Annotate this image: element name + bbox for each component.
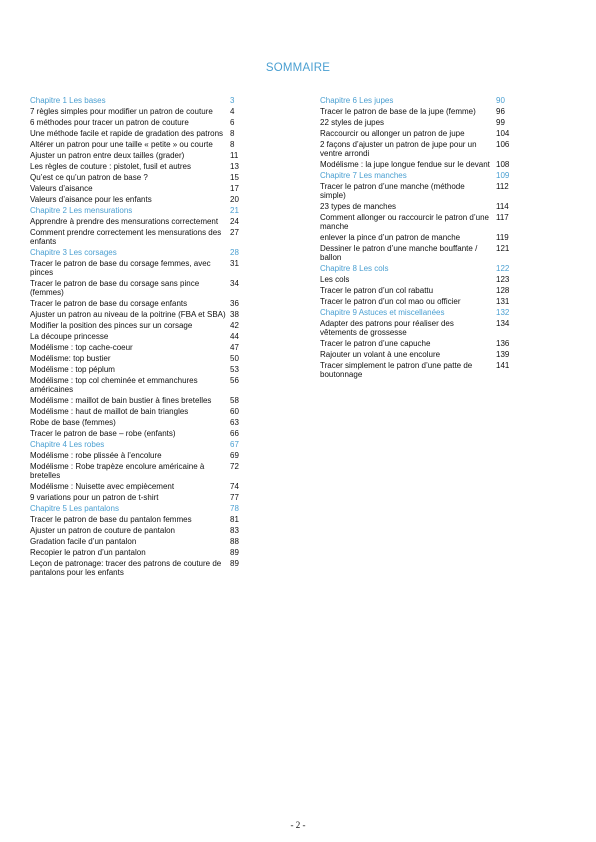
page-ref: 53 xyxy=(230,365,239,374)
toc-right-column xyxy=(320,94,516,381)
toc-entry[interactable] xyxy=(320,182,516,200)
entry-title: Altérer un patron pour une taille « petite » ou courte xyxy=(30,140,213,149)
page-ref: 83 xyxy=(230,526,239,535)
entry-title: Leçon de patronage: tracer des patrons de couture de pantalons pour les enfants xyxy=(30,559,222,577)
entry-title: Tracer le patron d’un col rabattu xyxy=(320,286,434,295)
entry-title: Tracer le patron de base – robe (enfants) xyxy=(30,429,176,438)
entry-title: La découpe princesse xyxy=(30,332,109,341)
toc-entry[interactable] xyxy=(320,319,516,337)
chapter-title: Chapitre 8 Les cols xyxy=(320,264,389,273)
entry-title: Tracer le patron de base du corsage sans pince (femmes) xyxy=(30,279,200,297)
page-ref: 131 xyxy=(496,297,510,306)
page-ref: 122 xyxy=(496,264,510,273)
toc-entry[interactable] xyxy=(30,396,248,405)
entry-title: Modélisme : top col cheminée et emmanchures américaines xyxy=(30,376,198,394)
entry-title: 2 façons d’ajuster un patron de jupe pour un ventre arrondi xyxy=(320,140,477,158)
toc-entry[interactable] xyxy=(30,548,248,557)
toc-chapter-heading[interactable] xyxy=(320,171,516,180)
entry-title: 7 règles simples pour modifier un patron de couture xyxy=(30,107,213,116)
toc-entry[interactable] xyxy=(30,279,248,297)
toc-entry[interactable] xyxy=(30,526,248,535)
page-ref: 11 xyxy=(230,151,239,160)
toc-entry[interactable] xyxy=(30,118,248,127)
toc-entry[interactable] xyxy=(320,350,516,359)
page-ref: 44 xyxy=(230,332,239,341)
toc-chapter-heading[interactable] xyxy=(320,264,516,273)
page-ref: 128 xyxy=(496,286,510,295)
toc-entry[interactable] xyxy=(320,286,516,295)
page-ref: 34 xyxy=(230,279,239,288)
entry-title: Valeurs d’aisance pour les enfants xyxy=(30,195,152,204)
toc-entry[interactable] xyxy=(320,202,516,211)
chapter-title: Chapitre 2 Les mensurations xyxy=(30,206,133,215)
toc-entry[interactable] xyxy=(30,310,248,319)
chapter-title: Chapitre 3 Les corsages xyxy=(30,248,117,257)
page-ref: 58 xyxy=(230,396,239,405)
entry-title: Les règles de couture : pistolet, fusil et autres xyxy=(30,162,191,171)
entry-title: Tracer le patron de base du pantalon femmes xyxy=(30,515,192,524)
toc-entry[interactable] xyxy=(320,244,516,262)
page-ref: 13 xyxy=(230,162,239,171)
entry-title: 23 types de manches xyxy=(320,202,397,211)
entry-title: Tracer simplement le patron d’une patte de boutonnage xyxy=(320,361,473,379)
page-ref: 106 xyxy=(496,140,510,149)
entry-title: Tracer le patron de base du corsage enfants xyxy=(30,299,188,308)
entry-title: Modélisme: top bustier xyxy=(30,354,111,363)
page-ref: 38 xyxy=(230,310,239,319)
toc-chapter-heading[interactable] xyxy=(30,206,248,215)
entry-title: Modélisme : top cache-coeur xyxy=(30,343,133,352)
toc-entry[interactable] xyxy=(30,493,248,502)
page-ref: 88 xyxy=(230,537,239,546)
toc-entry[interactable] xyxy=(30,354,248,363)
entry-title: Tracer le patron de base de la jupe (femme) xyxy=(320,107,476,116)
toc-entry[interactable] xyxy=(30,429,248,438)
entry-title: Ajuster un patron de couture de pantalon xyxy=(30,526,175,535)
toc-entry[interactable] xyxy=(320,129,516,138)
page-ref: 17 xyxy=(230,184,239,193)
toc-chapter-heading[interactable] xyxy=(30,504,248,513)
page-ref: 72 xyxy=(230,462,239,471)
page-ref: 96 xyxy=(496,107,505,116)
chapter-title: Chapitre 1 Les bases xyxy=(30,96,106,105)
page-ref: 24 xyxy=(230,217,239,226)
toc-entry[interactable] xyxy=(30,162,248,171)
page-ref: 132 xyxy=(496,308,510,317)
toc-entry[interactable] xyxy=(30,559,248,577)
page-title: SOMMAIRE xyxy=(265,62,331,74)
entry-title: Ajuster un patron au niveau de la poitrine (FBA et SBA) xyxy=(30,310,226,319)
toc-entry[interactable] xyxy=(30,376,248,394)
page-ref: 121 xyxy=(496,244,510,253)
page-ref: 56 xyxy=(230,376,239,385)
toc-entry[interactable] xyxy=(30,259,248,277)
page-ref: 47 xyxy=(230,343,239,352)
page-ref: 89 xyxy=(230,548,239,557)
page-ref: 136 xyxy=(496,339,510,348)
toc-chapter-heading[interactable] xyxy=(320,96,516,105)
toc-entry[interactable] xyxy=(30,299,248,308)
page-ref: 141 xyxy=(496,361,510,370)
entry-title: Valeurs d’aisance xyxy=(30,184,93,193)
entry-title: Modélisme : Nuisette avec empiècement xyxy=(30,482,175,491)
page-ref: 50 xyxy=(230,354,239,363)
page-ref: 63 xyxy=(230,418,239,427)
toc-entry[interactable] xyxy=(30,129,248,138)
page-ref: 31 xyxy=(230,259,239,268)
page-ref: 6 xyxy=(230,118,235,127)
entry-title: Une méthode facile et rapide de gradation des patrons xyxy=(30,129,224,138)
toc-entry[interactable] xyxy=(320,233,516,242)
toc-chapter-heading[interactable] xyxy=(30,248,248,257)
entry-title: Recopier le patron d’un pantalon xyxy=(30,548,146,557)
page-ref: 108 xyxy=(496,160,510,169)
page-ref: 67 xyxy=(230,440,239,449)
toc-entry[interactable] xyxy=(30,462,248,480)
toc-entry[interactable] xyxy=(30,228,248,246)
chapter-title: Chapitre 9 Astuces et miscellanées xyxy=(320,308,445,317)
toc-entry[interactable] xyxy=(30,107,248,116)
page-ref: 114 xyxy=(496,202,509,211)
entry-title: Qu’est ce qu’un patron de base ? xyxy=(30,173,148,182)
entry-title: Modifier la position des pinces sur un corsage xyxy=(30,321,193,330)
entry-title: Dessiner le patron d’une manche bouffante / ballon xyxy=(320,244,478,262)
page-ref: 104 xyxy=(496,129,510,138)
page-ref: 109 xyxy=(496,171,510,180)
toc-entry[interactable] xyxy=(30,217,248,226)
page-ref: 28 xyxy=(230,248,239,257)
entry-title: 6 méthodes pour tracer un patron de couture xyxy=(30,118,189,127)
chapter-title: Chapitre 4 Les robes xyxy=(30,440,105,449)
entry-title: Tracer le patron d’un col mao ou officier xyxy=(320,297,461,306)
page-ref: 89 xyxy=(230,559,239,568)
page-ref: 4 xyxy=(230,107,235,116)
toc-chapter-heading[interactable] xyxy=(30,440,248,449)
page-ref: 27 xyxy=(230,228,239,237)
entry-title: Modélisme : maillot de bain bustier à fines bretelles xyxy=(30,396,212,405)
toc-entry[interactable] xyxy=(30,407,248,416)
toc-left-column xyxy=(30,94,248,579)
page-ref: 66 xyxy=(230,429,239,438)
entry-title: Tracer le patron d’une manche (méthode simple) xyxy=(320,182,465,200)
toc-entry[interactable] xyxy=(320,160,516,169)
toc-entry[interactable] xyxy=(320,118,516,127)
toc-entry[interactable] xyxy=(30,451,248,460)
page-ref: 74 xyxy=(230,482,239,491)
toc-chapter-heading[interactable] xyxy=(320,308,516,317)
toc-entry[interactable] xyxy=(30,151,248,160)
page-ref: 112 xyxy=(496,182,509,191)
entry-title: Tracer le patron de base du corsage femmes, avec pinces xyxy=(30,259,211,277)
chapter-title: Chapitre 5 Les pantalons xyxy=(30,504,119,513)
entry-title: Comment prendre correctement les mensurations des enfants xyxy=(30,228,222,246)
toc-entry[interactable] xyxy=(30,365,248,374)
page-ref: 3 xyxy=(230,96,235,105)
entry-title: Modélisme : top péplum xyxy=(30,365,115,374)
entry-title: Modélisme : haut de maillot de bain triangles xyxy=(30,407,189,416)
toc-entry[interactable] xyxy=(320,107,516,116)
toc-entry[interactable] xyxy=(30,418,248,427)
toc-chapter-heading[interactable] xyxy=(30,96,248,105)
page-ref: 134 xyxy=(496,319,510,328)
entry-title: Modélisme : robe plissée à l’encolure xyxy=(30,451,162,460)
page-ref: 99 xyxy=(496,118,505,127)
entry-title: Robe de base (femmes) xyxy=(30,418,116,427)
entry-title: Raccourcir ou allonger un patron de jupe xyxy=(320,129,465,138)
page-ref: 123 xyxy=(496,275,510,284)
entry-title: Gradation facile d’un pantalon xyxy=(30,537,137,546)
toc-entry[interactable] xyxy=(30,537,248,546)
toc-entry[interactable] xyxy=(320,297,516,306)
toc-entry[interactable] xyxy=(30,482,248,491)
page-ref: 42 xyxy=(230,321,239,330)
page-ref: 119 xyxy=(496,233,509,242)
entry-title: enlever la pince d’un patron de manche xyxy=(320,233,461,242)
toc-entry[interactable] xyxy=(320,339,516,348)
entry-title: Adapter des patrons pour réaliser des vêtements de grossesse xyxy=(320,319,454,337)
entry-title: Rajouter un volant à une encolure xyxy=(320,350,441,359)
entry-title: Modélisme : la jupe longue fendue sur le devant xyxy=(320,160,490,169)
toc-entry[interactable] xyxy=(30,184,248,193)
page-ref: 36 xyxy=(230,299,239,308)
toc-entry[interactable] xyxy=(30,332,248,341)
page-ref: 8 xyxy=(230,140,235,149)
page-ref: 21 xyxy=(230,206,239,215)
toc-entry[interactable] xyxy=(320,140,516,158)
toc-entry[interactable] xyxy=(30,343,248,352)
entry-title: Les cols xyxy=(320,275,350,284)
page-ref: 139 xyxy=(496,350,510,359)
toc-entry[interactable] xyxy=(320,213,516,231)
page-number: - 2 - xyxy=(290,820,306,830)
entry-title: Apprendre à prendre des mensurations correctement xyxy=(30,217,219,226)
toc-entry[interactable] xyxy=(30,321,248,330)
page-ref: 20 xyxy=(230,195,239,204)
chapter-title: Chapitre 7 Les manches xyxy=(320,171,407,180)
entry-title: Comment allonger ou raccourcir le patron d’une manche xyxy=(320,213,489,231)
toc-entry[interactable] xyxy=(320,361,516,379)
page-ref: 69 xyxy=(230,451,239,460)
page-ref: 90 xyxy=(496,96,505,105)
page-ref: 60 xyxy=(230,407,239,416)
toc-entry[interactable] xyxy=(30,515,248,524)
toc-entry[interactable] xyxy=(30,195,248,204)
toc-entry[interactable] xyxy=(30,173,248,182)
page-ref: 78 xyxy=(230,504,239,513)
page-ref: 15 xyxy=(230,173,239,182)
entry-title: Modélisme : Robe trapèze encolure américaine à bretelles xyxy=(30,462,205,480)
entry-title: Tracer le patron d’une capuche xyxy=(320,339,431,348)
entry-title: Ajuster un patron entre deux tailles (grader) xyxy=(30,151,185,160)
toc-entry[interactable] xyxy=(320,275,516,284)
page-ref: 117 xyxy=(496,213,509,222)
page-ref: 8 xyxy=(230,129,235,138)
toc-entry[interactable] xyxy=(30,140,248,149)
chapter-title: Chapitre 6 Les jupes xyxy=(320,96,394,105)
page-ref: 77 xyxy=(230,493,239,502)
page-ref: 81 xyxy=(230,515,239,524)
entry-title: 22 styles de jupes xyxy=(320,118,385,127)
entry-title: 9 variations pour un patron de t-shirt xyxy=(30,493,159,502)
